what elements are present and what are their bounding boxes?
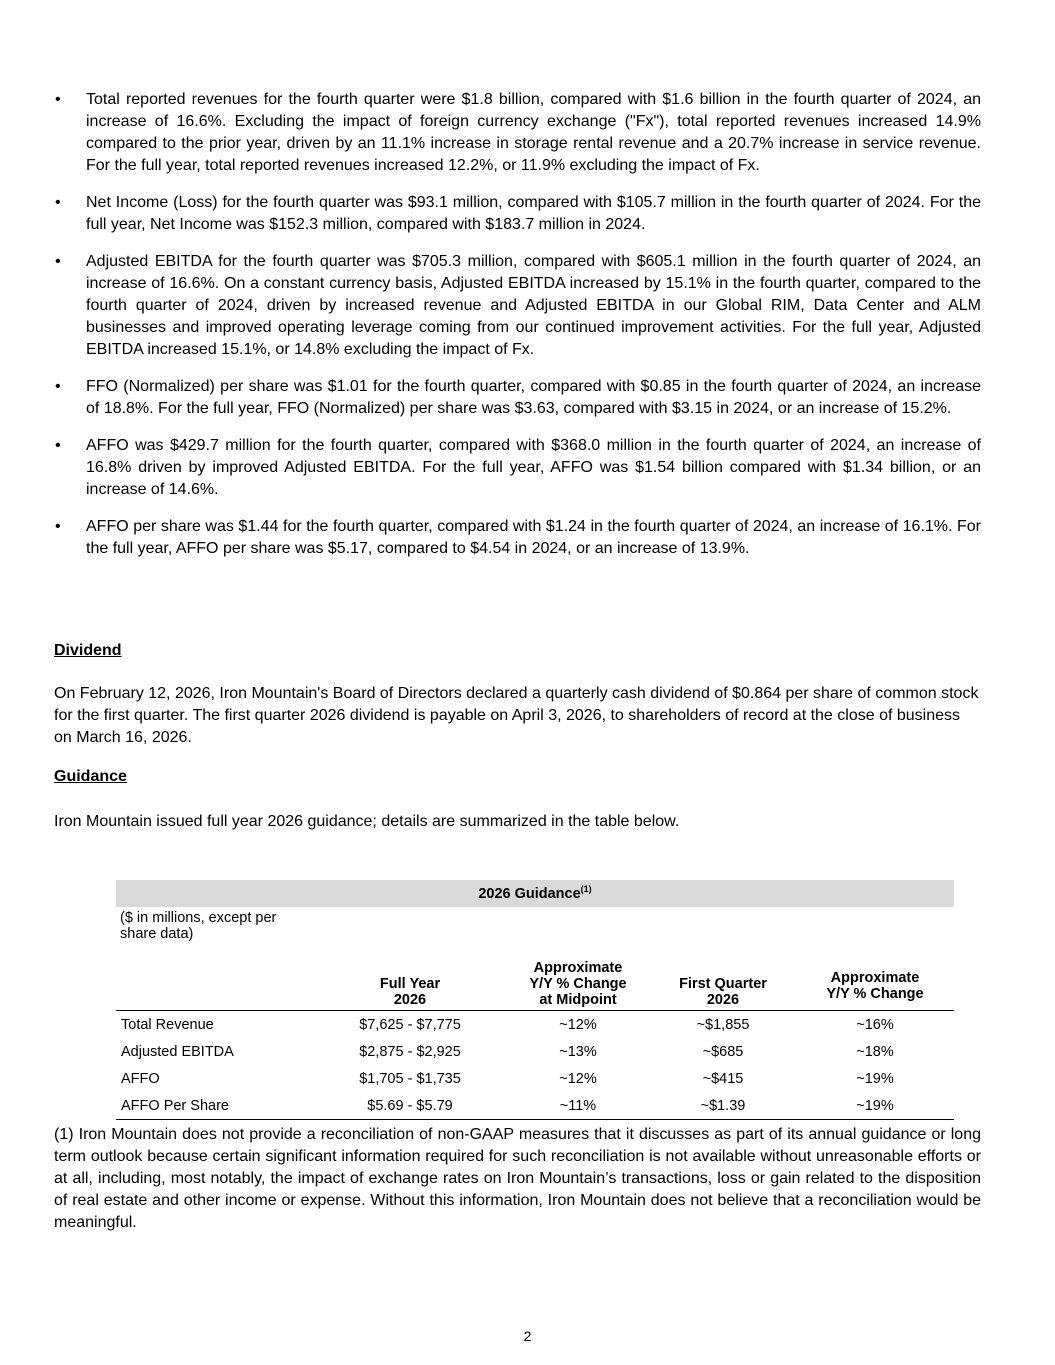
empty-cell: [506, 907, 650, 946]
list-item: [54, 89, 981, 177]
empty-cell: [314, 907, 506, 946]
cell-full-year: $7,625 - $7,775: [359, 1016, 461, 1033]
bullet-text: AFFO per share was $1.44 for the fourth quarter, compared with $1.24 in the fourth quarter of 2024, an increase of 16.1%. For the full year, AFFO per share was $5.17, compared to $4.54 in 2024, or an increase of 13.9%.: [86, 518, 981, 557]
header-line: at Midpoint: [539, 992, 617, 1008]
cell-fy-change: ~11%: [506, 1092, 650, 1120]
table-header-row: [116, 946, 954, 1011]
cell-q-change: ~19%: [856, 1070, 894, 1087]
bullet-glyph: •: [55, 518, 61, 535]
header-line: 2026: [706, 992, 740, 1008]
table-title-row: [116, 880, 954, 907]
bullet-glyph: •: [55, 437, 61, 454]
table-title-footnote-ref: (1): [580, 883, 592, 894]
empty-cell: [796, 907, 954, 946]
header-line: Y/Y % Change: [826, 986, 924, 1002]
cell-fy-change: ~12%: [559, 1070, 597, 1087]
table-title: [116, 880, 954, 907]
list-item: [54, 251, 981, 361]
row-label: Adjusted EBITDA: [121, 1043, 234, 1060]
bullet-text: Total reported revenues for the fourth quarter were $1.8 billion, compared with $1.6 billion in the fourth quarter of 2024, an increase of 16.6%. Excluding the impact of foreign currency exchange ("Fx"), total reported revenues increased 14.9% compared to the prior year, driven by an 11.1% increase in storage rental revenue and a 20.7% increase in service revenue. For the full year, total reported revenues increased 12.2%, or 11.9% excluding the impact of Fx.: [86, 91, 981, 174]
bullet-glyph: •: [55, 378, 61, 395]
bullet-text: Adjusted EBITDA for the fourth quarter was $705.3 million, compared with $605.1 million in the fourth quarter of 2024, an increase of 16.6%. On a constant currency basis, Adjusted EBITDA increased by 15.1% in the fourth quarter, compared to the fourth quarter of 2024, driven by increased revenue and Adjusted EBITDA in our Global RIM, Data Center and ALM businesses and improved operating leverage coming from our continued improvement activities. For the full year, Adjusted EBITDA increased 15.1%, or 14.8% excluding the impact of Fx.: [86, 253, 981, 358]
list-item: [54, 192, 981, 236]
units-cell: [116, 907, 314, 946]
dividend-heading: Dividend: [54, 642, 122, 659]
cell-first-quarter: ~$415: [702, 1070, 744, 1087]
cell-fy-change: ~13%: [559, 1043, 597, 1060]
page-number: 2: [523, 1328, 532, 1344]
guidance-table: [116, 880, 954, 1120]
cell-full-year: $5.69 - $5.79: [314, 1092, 506, 1120]
cell-first-quarter: ~$1,855: [696, 1016, 750, 1033]
table-row: [116, 1092, 954, 1120]
cell-full-year: $2,875 - $2,925: [359, 1043, 461, 1060]
cell-fy-change: ~12%: [559, 1016, 597, 1033]
units-note: ($ in millions, except per share data): [120, 910, 277, 942]
list-item: [54, 376, 981, 420]
bullet-text: AFFO was $429.7 million for the fourth quarter, compared with $368.0 million in the fourth quarter of 2024, an increase of 16.8% driven by improved Adjusted EBITDA. For the full year, AFFO was $1.54 billion compared with $1.34 billion, or an increase of 14.6%.: [86, 437, 981, 498]
row-label: AFFO Per Share: [116, 1092, 314, 1120]
header-first-quarter: [650, 946, 796, 1011]
bullet-text: FFO (Normalized) per share was $1.01 for the fourth quarter, compared with $0.85 in the fourth quarter of 2024, an increase of 18.8%. For the full year, FFO (Normalized) per share was $3.63, compared with $3.15 in 2024, or an increase of 15.2%.: [86, 378, 981, 417]
row-label: Total Revenue: [121, 1016, 214, 1033]
bullet-glyph: •: [55, 253, 61, 270]
table-row: [116, 1065, 954, 1092]
header-line: Approximate: [533, 960, 623, 976]
cell-q-change: ~19%: [796, 1092, 954, 1120]
cell-full-year: $1,705 - $1,735: [359, 1070, 461, 1087]
guidance-intro: Iron Mountain issued full year 2026 guidance; details are summarized in the table below.: [54, 813, 680, 830]
header-full-year: [314, 946, 506, 1011]
table-units-row: [116, 907, 954, 946]
cell-first-quarter: ~$685: [702, 1043, 744, 1060]
empty-header-cell: [116, 946, 314, 1011]
table-row: [116, 1038, 954, 1065]
cell-first-quarter: ~$1.39: [650, 1092, 796, 1120]
highlights-list: [54, 89, 981, 575]
header-line: 2026: [393, 992, 427, 1008]
row-label: AFFO: [121, 1070, 160, 1087]
table-footnote: (1) Iron Mountain does not provide a reconciliation of non-GAAP measures that it discusses as part of its annual guidance or long term outlook because certain significant information required for such reconciliation is not available without unreasonable efforts or at all, including, most notably, the impact of exchange rates on Iron Mountain’s transactions, loss or gain related to the disposition of real estate and other income or expense. Without this information, Iron Mountain does not believe that a reconciliation would be meaningful.: [54, 1126, 981, 1231]
table-title-text: 2026 Guidance: [478, 885, 581, 902]
header-approx-fy-change: [506, 946, 650, 1011]
list-item: [54, 435, 981, 501]
cell-q-change: ~18%: [856, 1043, 894, 1060]
bullet-text: Net Income (Loss) for the fourth quarter was $93.1 million, compared with $105.7 million in the fourth quarter of 2024. For the full year, Net Income was $152.3 million, compared with $183.7 million in 2024.: [86, 194, 981, 233]
bullet-glyph: •: [55, 194, 61, 211]
list-item: [54, 516, 981, 560]
header-line: Y/Y % Change: [529, 976, 627, 992]
table-row: [116, 1011, 954, 1039]
bullet-glyph: •: [55, 91, 61, 108]
dividend-paragraph: On February 12, 2026, Iron Mountain's Board of Directors declared a quarterly cash dividend of $0.864 per share of common stock for the first quarter. The first quarter 2026 dividend is payable on April 3, 2026, to shareholders of record at the close of business on March 16, 2026.: [54, 685, 979, 746]
header-line: Full Year: [379, 976, 441, 992]
cell-q-change: ~16%: [856, 1016, 894, 1033]
guidance-heading: Guidance: [54, 768, 127, 785]
header-line: First Quarter: [679, 976, 767, 992]
header-approx-q-change: [796, 946, 954, 1011]
header-line: Approximate: [830, 970, 920, 986]
empty-cell: [650, 907, 796, 946]
